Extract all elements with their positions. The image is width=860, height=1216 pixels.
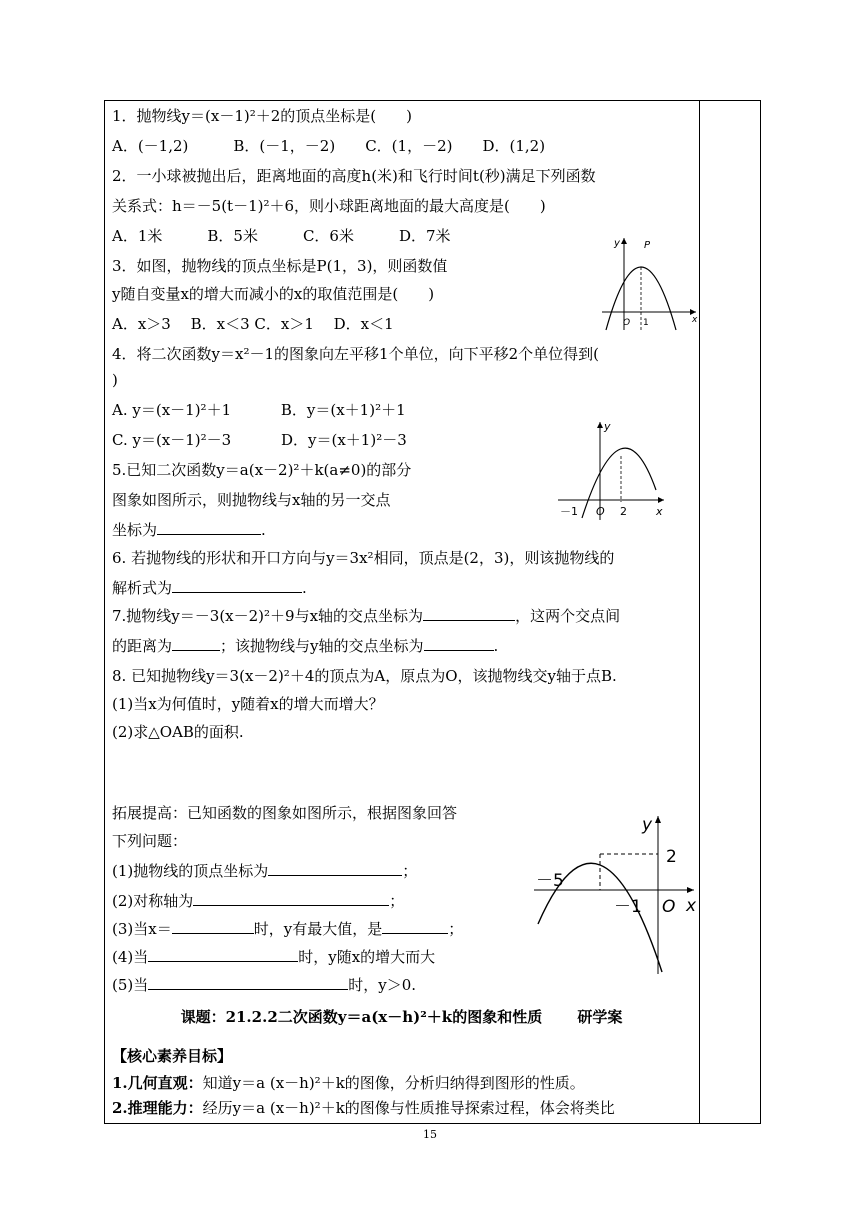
- fig3-neg5-label: －5: [536, 871, 564, 891]
- extension-q4: (4)当 时，y随x的增大而大: [112, 948, 436, 966]
- q6-stem-2: 解析式为 .: [112, 579, 307, 597]
- q4-stem-2: ): [112, 371, 118, 389]
- fig3-x-label: x: [686, 896, 697, 916]
- q3-stem-2: y随自变量x的增大而减小的x的取值范围是( ): [112, 285, 435, 303]
- q5-answer-blank[interactable]: [157, 520, 261, 535]
- q1-options: A．(－1,2) B．(－1，－2) C．(1，－2) D．(1,2): [112, 137, 546, 155]
- fig1-x-label: x: [692, 315, 698, 325]
- extension-intro-1: 拓展提高：已知函数的图象如图所示，根据图象回答: [112, 804, 458, 822]
- q6-stem-1: 6. 若抛物线的形状和开口方向与y＝3x²相同，顶点是(2，3)，则该抛物线的: [112, 549, 615, 567]
- q8-part2: (2)求△OAB的面积.: [112, 723, 244, 741]
- q3-options: A．x＞3 B．x＜3 C．x＞1 D．x＜1: [112, 315, 394, 333]
- q2-stem-2: 关系式：h＝－5(t－1)²＋6，则小球距离地面的最大高度是( ): [112, 197, 546, 215]
- q7-stem-2: 的距离为 ；该抛物线与y轴的交点坐标为 .: [112, 637, 499, 655]
- figure-extension-graph: [530, 812, 700, 978]
- q7-intersection-blank[interactable]: [423, 606, 515, 621]
- extension-intro-2: 下列问题：: [112, 832, 188, 850]
- q8-part1: (1)当x为何值时，y随着x的增大而增大？: [112, 695, 384, 713]
- extension-q1: (1)抛物线的顶点坐标为 ；: [112, 862, 418, 880]
- ext-axis-blank[interactable]: [193, 891, 389, 906]
- goals-heading: 【核心素养目标】: [112, 1047, 233, 1065]
- ext-increase-blank[interactable]: [148, 947, 298, 962]
- fig2-neg1-label: －1: [560, 505, 578, 518]
- q8-stem: 8. 已知抛物线y＝3(x－2)²＋4的顶点为A，原点为O，该抛物线交y轴于点B.: [112, 667, 617, 685]
- ext-positive-blank[interactable]: [148, 975, 348, 990]
- lesson-title: 课题：21.2.2二次函数y＝a(x－h)²＋k的图象和性质 研学案: [180, 1008, 623, 1026]
- q5-stem-1: 5.已知二次函数y＝a(x－2)²＋k(a≠0)的部分: [112, 461, 412, 479]
- fig1-o-label: O: [623, 318, 631, 328]
- fig2-y-label: y: [604, 420, 611, 433]
- goal-1: 1.几何直观：知道y＝a (x－h)²＋k的图像，分析归纳得到图形的性质。: [112, 1074, 585, 1092]
- q5-stem-2: 图象如图所示，则抛物线与x轴的另一交点: [112, 491, 391, 509]
- q2-stem-1: 2．一小球被抛出后，距离地面的高度h(米)和飞行时间t(秒)满足下列函数: [112, 167, 596, 185]
- q2-options: A．1米 B．5米 C．6米 D．7米: [112, 227, 451, 245]
- extension-q3: (3)当x＝ 时，y有最大值，是 ；: [112, 920, 464, 938]
- q7-distance-blank[interactable]: [172, 636, 220, 651]
- ext-max-blank[interactable]: [382, 919, 448, 934]
- fig3-y-label: y: [642, 815, 653, 835]
- q3-stem-1: 3．如图，抛物线的顶点坐标是P(1，3)，则函数值: [112, 257, 448, 275]
- fig3-o-label: O: [662, 897, 676, 917]
- q4-stem-1: 4．将二次函数y＝x²－1的图象向左平移1个单位，向下平移2个单位得到(: [112, 345, 599, 363]
- extension-q5: (5)当 时，y＞0.: [112, 976, 417, 994]
- ext-vertex-blank[interactable]: [268, 861, 402, 876]
- ext-x-blank[interactable]: [172, 919, 254, 934]
- fig1-one-label: 1: [643, 318, 649, 328]
- fig3-neg1-label: －1: [614, 897, 642, 917]
- fig2-two-label: 2: [620, 505, 627, 518]
- goal-2: 2.推理能力：经历y＝a (x－h)²＋k的图像与性质推导探索过程，体会将类比: [112, 1099, 615, 1117]
- fig2-o-label: O: [596, 505, 605, 518]
- fig2-x-label: x: [656, 505, 663, 518]
- fig3-two-label: 2: [666, 847, 677, 867]
- fig1-y-label: y: [614, 238, 620, 249]
- page-number: 15: [423, 1128, 437, 1141]
- q6-answer-blank[interactable]: [172, 578, 302, 593]
- extension-q2: (2)对称轴为 ；: [112, 892, 405, 910]
- q7-yintercept-blank[interactable]: [424, 636, 494, 651]
- figure-q3-graph: [598, 234, 700, 334]
- figure-q5-graph: [556, 418, 672, 524]
- q5-stem-3: 坐标为 .: [112, 521, 266, 539]
- fig1-p-label: P: [644, 240, 651, 251]
- q4-options-cd: C. y＝(x－1)²－3 D．y＝(x＋1)²－3: [112, 431, 407, 449]
- q4-options-ab: A. y＝(x－1)²＋1 B．y＝(x＋1)²＋1: [112, 401, 406, 419]
- q1-stem: 1．抛物线y＝(x－1)²＋2的顶点坐标是( ): [112, 107, 412, 125]
- q7-stem-1: 7.抛物线y＝－3(x－2)²＋9与x轴的交点坐标为 ，这两个交点间: [112, 607, 621, 625]
